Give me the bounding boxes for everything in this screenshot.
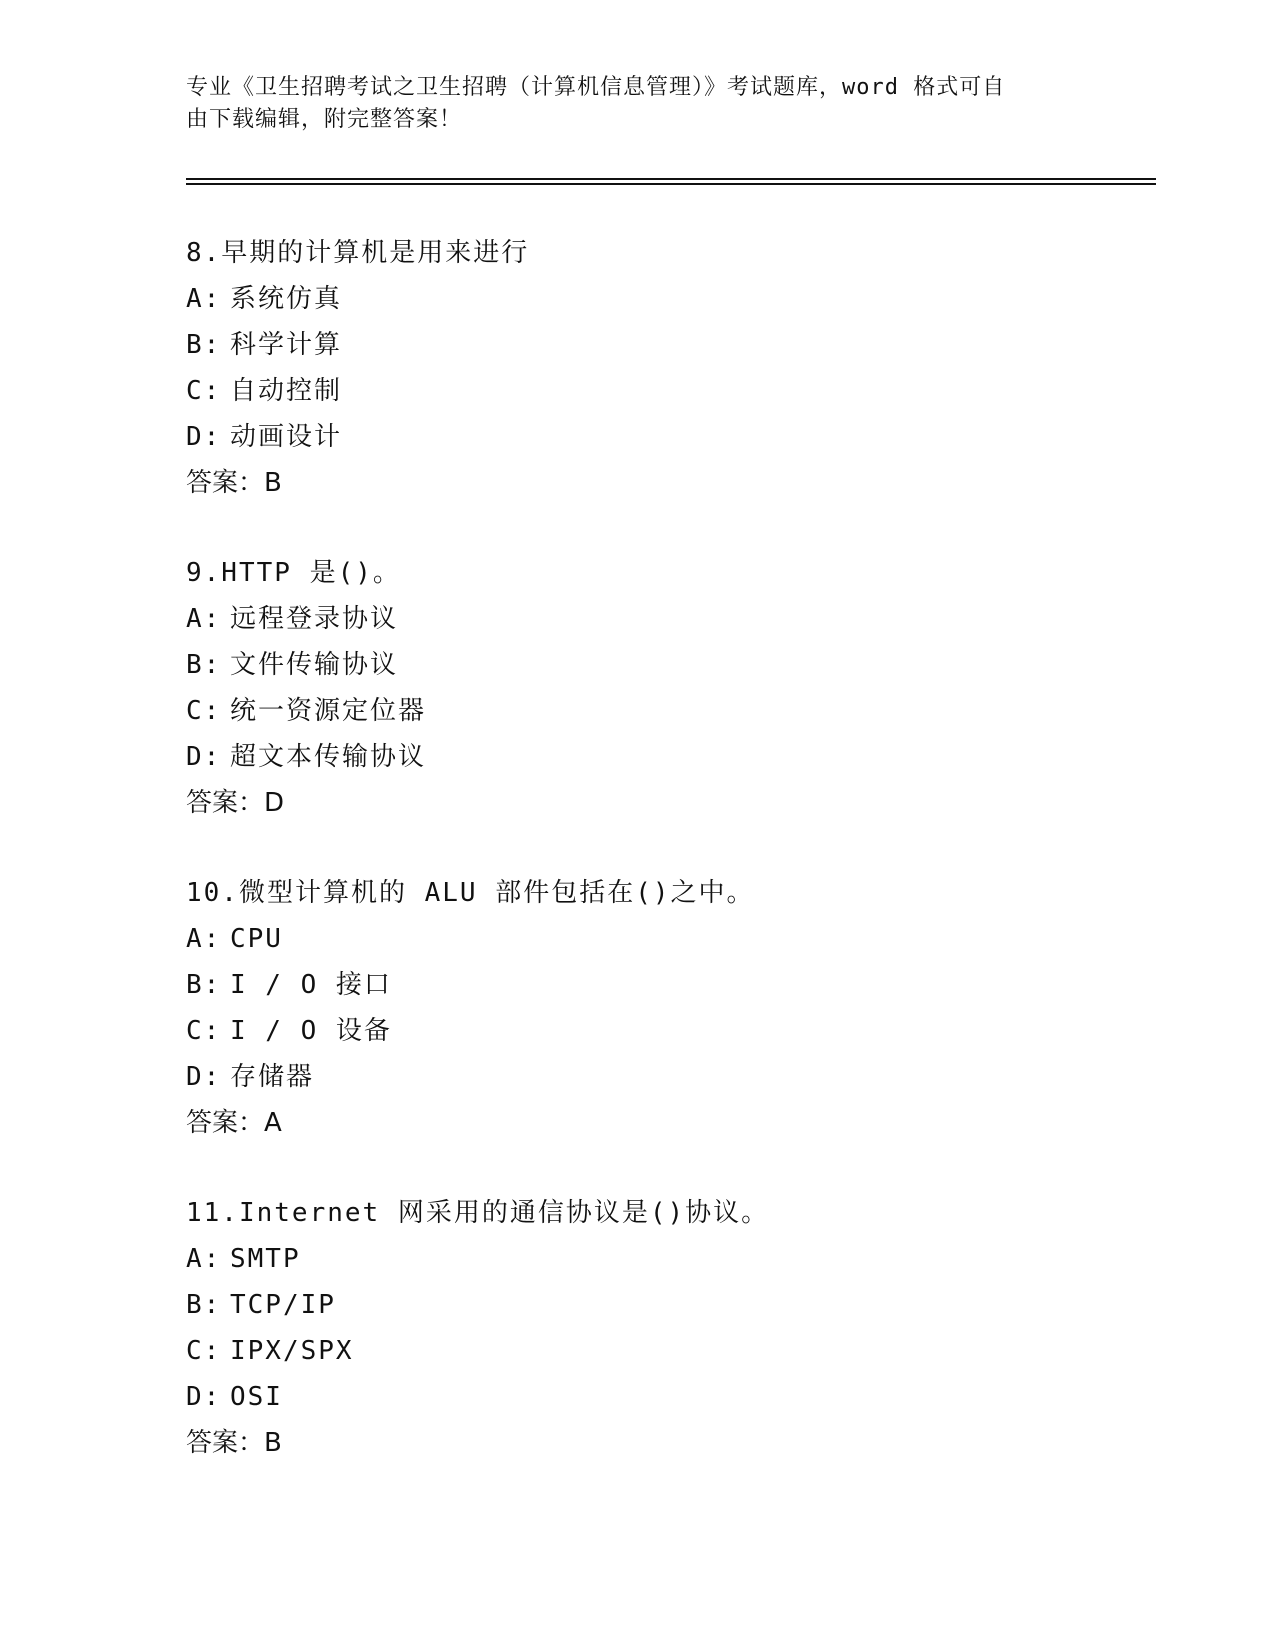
- option-a: [186, 276, 1146, 322]
- option-c: [186, 1328, 1146, 1374]
- option-d: [186, 1374, 1146, 1420]
- option-label: A:: [186, 604, 222, 634]
- document-header: [186, 72, 1066, 136]
- option-d: [186, 414, 1146, 460]
- option-label: A:: [186, 1244, 222, 1274]
- option-label: D:: [186, 1382, 222, 1412]
- option-text: I / O 接口: [230, 970, 392, 1000]
- option-a: [186, 596, 1146, 642]
- option-text: 统一资源定位器: [230, 696, 427, 726]
- option-label: B:: [186, 970, 222, 1000]
- option-text: 自动控制: [230, 376, 343, 406]
- answer: 答案：D: [186, 788, 285, 818]
- option-b: [186, 962, 1146, 1008]
- option-label: D:: [186, 1062, 222, 1092]
- header-rule-bottom: [186, 183, 1156, 185]
- option-label: C:: [186, 1016, 222, 1046]
- answer: 答案：B: [186, 468, 282, 498]
- header-line-2: 由下载编辑，附完整答案！: [186, 107, 463, 132]
- option-text: 超文本传输协议: [230, 742, 427, 772]
- option-text: 远程登录协议: [230, 604, 399, 634]
- question-10: [186, 870, 1146, 1146]
- answer: 答案：B: [186, 1428, 282, 1458]
- option-d: [186, 734, 1146, 780]
- option-text: SMTP: [230, 1244, 301, 1274]
- option-text: CPU: [230, 924, 283, 954]
- option-text: 系统仿真: [230, 284, 343, 314]
- option-text: IPX/SPX: [230, 1336, 354, 1366]
- question-9: [186, 550, 1146, 826]
- header-rule-top: [186, 178, 1156, 180]
- option-text: OSI: [230, 1382, 283, 1412]
- option-text: 动画设计: [230, 422, 343, 452]
- option-d: [186, 1054, 1146, 1100]
- option-text: I / O 设备: [230, 1016, 392, 1046]
- option-text: 文件传输协议: [230, 650, 399, 680]
- option-text: 存储器: [230, 1062, 315, 1092]
- option-a: [186, 916, 1146, 962]
- option-label: C:: [186, 696, 222, 726]
- option-text: 科学计算: [230, 330, 343, 360]
- option-c: [186, 1008, 1146, 1054]
- option-c: [186, 368, 1146, 414]
- question-11: [186, 1190, 1146, 1466]
- option-text: TCP/IP: [230, 1290, 336, 1320]
- option-label: C:: [186, 1336, 222, 1366]
- option-label: A:: [186, 924, 222, 954]
- question-title: 11.Internet 网采用的通信协议是()协议。: [186, 1198, 770, 1228]
- option-label: D:: [186, 422, 222, 452]
- answer: 答案：A: [186, 1108, 282, 1138]
- option-label: B:: [186, 330, 222, 360]
- header-line-1: 专业《卫生招聘考试之卫生招聘（计算机信息管理）》考试题库，word 格式可自: [186, 75, 1006, 100]
- question-title: 9.HTTP 是()。: [186, 558, 401, 588]
- question-8: [186, 230, 1146, 506]
- option-label: C:: [186, 376, 222, 406]
- option-label: D:: [186, 742, 222, 772]
- option-c: [186, 688, 1146, 734]
- option-label: B:: [186, 1290, 222, 1320]
- option-a: [186, 1236, 1146, 1282]
- option-b: [186, 642, 1146, 688]
- question-title: 10.微型计算机的 ALU 部件包括在()之中。: [186, 878, 755, 908]
- option-label: A:: [186, 284, 222, 314]
- option-b: [186, 1282, 1146, 1328]
- question-title: 8.早期的计算机是用来进行: [186, 238, 530, 268]
- option-label: B:: [186, 650, 222, 680]
- option-b: [186, 322, 1146, 368]
